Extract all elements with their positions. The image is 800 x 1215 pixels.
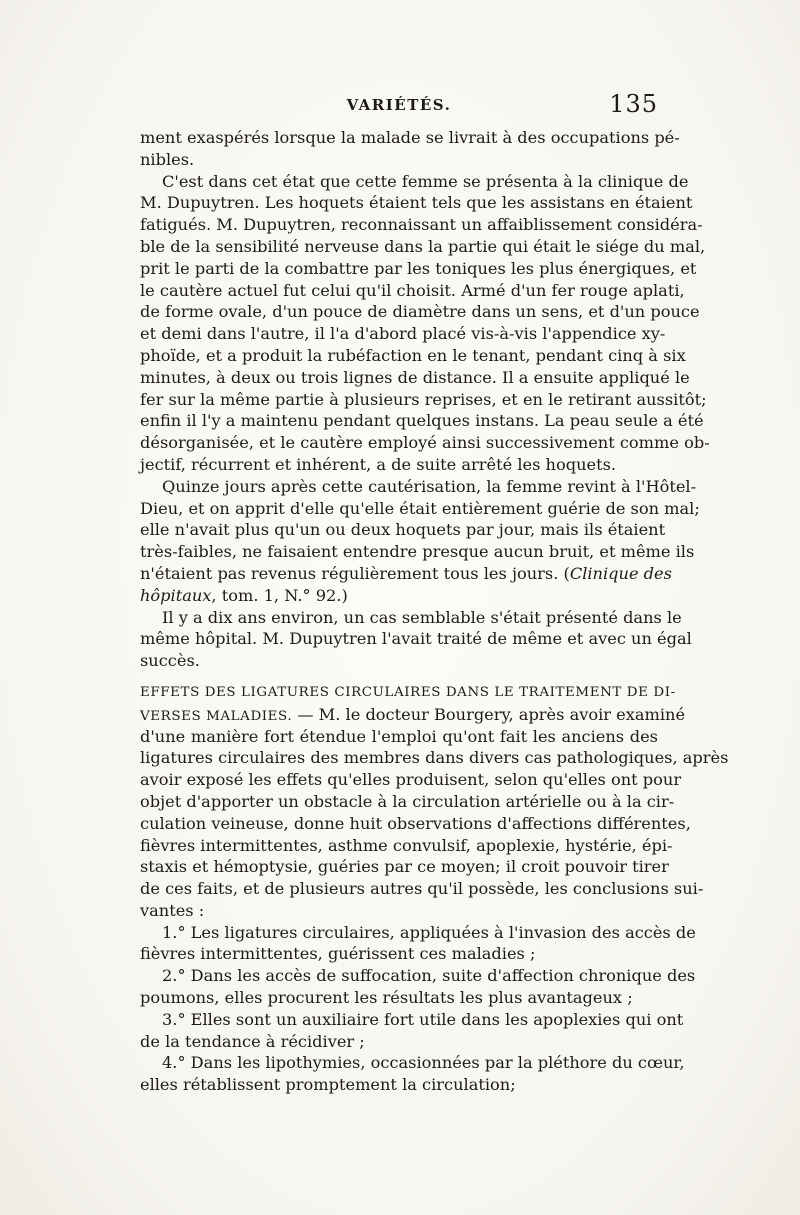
text-line [140,628,692,650]
text-line [140,171,689,193]
text-run: M. Dupuytren. Les hoquets étaient tels que les assistans en étaient [140,193,693,213]
text-line [140,856,669,878]
text-line [140,1009,684,1031]
section-gap [140,672,658,682]
text-line [140,301,700,323]
text-run: vantes : [140,900,205,920]
text-line [140,878,704,900]
text-run: EFFETS DES LIGATURES CIRCULAIRES DANS LE TRAITEMENT DE DI- [140,684,676,700]
text-run: le cautère actuel fut celui qu'il choisit. Armé d'un fer rouge aplati, [140,280,685,300]
text-run: elle n'avait plus qu'un ou deux hoquets par jour, mais ils étaient [140,520,666,540]
text-run: objet d'apporter un obstacle à la circulation artérielle ou à la cir- [140,791,675,811]
text-run: prit le parti de la combattre par les toniques les plus énergiques, et [140,258,697,278]
section-heading-fragment: VERSES MALADIES. [140,708,293,724]
text-line [140,149,658,171]
text-line [140,454,658,476]
text-line [140,585,658,607]
text-line [140,541,695,563]
text-run: et demi dans l'autre, il l'a d'abord placé vis-à-vis l'appendice xy- [140,324,666,344]
text-run: , tom. 1, N.° 92.) [211,585,348,605]
text-line [140,498,700,520]
text-run: ment exaspérés lorsque la malade se livrait à des occupations pé- [140,128,680,147]
text-run: succès. [140,651,200,671]
text-run: de ces faits, et de plusieurs autres qu'il possède, les conclusions sui- [140,879,704,899]
text-run: fièvres intermittentes, guérissent ces maladies ; [140,944,536,964]
text-run: 4.° Dans les lipothymies, occasionnées par la pléthore du cœur, [162,1053,685,1073]
text-run: nibles. [140,149,195,169]
body-text [140,127,729,1096]
text-line [140,747,729,769]
text-line [140,389,707,411]
text-line: VERSES MALADIES. — M. le docteur Bourgery, après avoir examiné [140,704,686,724]
text-run: 1.° Les ligatures circulaires, appliquées à l'invasion des accès de [162,922,696,942]
text-line [140,432,710,454]
text-run: fatigués. M. Dupuytren, reconnaissant un affaiblissement considéra- [140,215,703,235]
text-run: 3.° Elles sont un auxiliaire fort utile dans les apoplexies qui ont [162,1009,684,1029]
text-line [140,650,658,672]
text-run: n'étaient pas revenus régulièrement tous les jours. ( [140,563,570,583]
text-line [140,835,673,857]
text-line [140,1031,658,1053]
text-run: très-faibles, ne faisaient entendre presque aucun bruit, et même ils [140,542,695,562]
text-line [140,726,658,748]
text-line [140,607,682,629]
text-run: enfin il l'y a maintenu pendant quelques instans. La peau seule a été [140,411,704,431]
text-line [140,476,697,498]
text-line [140,813,691,835]
text-run: poumons, elles procurent les résultats les plus avantageux ; [140,988,633,1008]
text-run: Quinze jours après cette cautérisation, la femme revint à l'Hôtel- [162,476,697,496]
text-run: jectif, récurrent et inhérent, a de suite arrêté les hoquets. [140,454,617,474]
text-run: culation veineuse, donne huit observations d'affections différentes, [140,813,691,833]
text-line [140,280,685,302]
text-run: Dieu, et on apprit d'elle qu'elle était entièrement guérie de son mal; [140,498,700,518]
text-line [140,345,686,367]
text-line [140,192,693,214]
text-line [140,943,658,965]
page-header [140,90,658,126]
text-line [140,563,672,585]
text-run: elles rétablissent promptement la circulation; [140,1075,516,1095]
text-run: staxis et hémoptysie, guéries par ce moyen; il croit pouvoir tirer [140,857,669,877]
text-line [140,1074,658,1096]
text-run: minutes, à deux ou trois lignes de distance. Il a ensuite appliqué le [140,367,690,387]
text-run: même hôpital. M. Dupuytren l'avait traité de même et avec un égal [140,629,692,649]
text-line [140,769,682,791]
text-run: 2.° Dans les accès de suffocation, suite d'affection chronique des [162,966,696,986]
text-line [140,127,680,149]
text-line [140,791,675,813]
text-run: fièvres intermittentes, asthme convulsif, apoplexie, hystérie, épi- [140,835,673,855]
text-run: d'une manière fort étendue l'emploi qu'ont fait les anciens des [140,726,658,746]
italic-citation: Clinique des [569,563,672,583]
text-line [140,323,666,345]
text-line [140,1052,685,1074]
text-line [140,367,690,389]
text-run: C'est dans cet état que cette femme se présenta à la clinique de [162,171,689,191]
page-number: 135 [609,90,658,118]
text-run: de forme ovale, d'un pouce de diamètre dans un sens, et d'un pouce [140,302,700,322]
text-run: avoir exposé les effets qu'elles produisent, selon qu'elles ont pour [140,770,682,790]
italic-citation: hôpitaux [140,585,212,605]
text-line [140,519,666,541]
text-run: ble de la sensibilité nerveuse dans la partie qui était le siége du mal, [140,236,706,256]
text-line [140,965,696,987]
text-run: ligatures circulaires des membres dans divers cas pathologiques, après [140,748,729,768]
running-head: VARIÉTÉS. [346,96,452,114]
text-line [140,258,697,280]
text-line [140,922,696,944]
text-line [140,900,658,922]
text-line [140,987,658,1009]
text-line [140,236,706,258]
text-run: de la tendance à récidiver ; [140,1031,365,1051]
text-run: Il y a dix ans environ, un cas semblable s'était présenté dans le [162,607,682,627]
text-run: fer sur la même partie à plusieurs reprises, et en le retirant aussitôt; [140,389,707,409]
text-line [140,410,704,432]
text-line [140,214,703,236]
text-run: désorganisée, et le cautère employé ainsi successivement comme ob- [140,433,710,453]
text-line [140,682,676,704]
text-run: phoïde, et a produit la rubéfaction en le tenant, pendant cinq à six [140,345,686,365]
